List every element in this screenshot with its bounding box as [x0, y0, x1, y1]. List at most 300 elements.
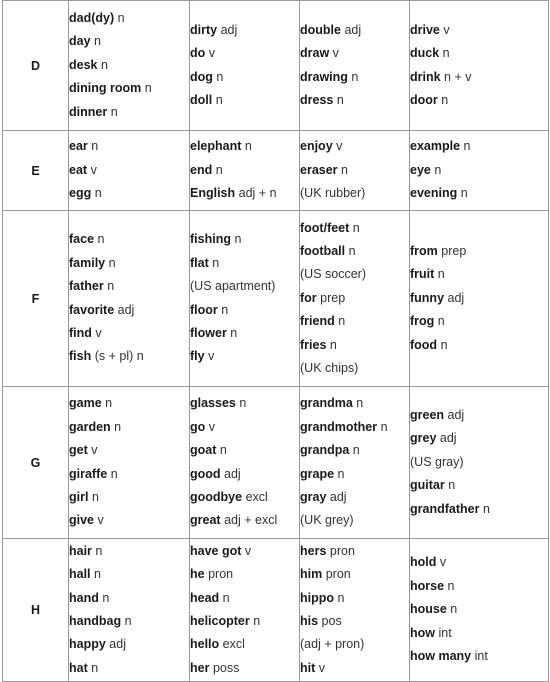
headword: doll	[190, 92, 213, 107]
word-column	[410, 1, 549, 131]
part-of-speech: n	[351, 69, 359, 84]
part-of-speech: n	[100, 57, 108, 72]
word-entry	[69, 77, 189, 100]
headword: from	[410, 243, 438, 258]
part-of-speech: n	[338, 314, 346, 329]
section-letter: H	[3, 539, 69, 682]
headword: goat	[190, 443, 217, 458]
headword: evening	[410, 186, 458, 201]
part-of-speech: n	[239, 396, 247, 411]
headword: eye	[410, 162, 431, 177]
headword: green	[410, 407, 445, 422]
part-of-speech: n	[91, 489, 99, 504]
word-entry	[300, 610, 409, 633]
word-entry	[410, 89, 548, 112]
headword: hit	[300, 660, 316, 675]
word-entry	[300, 587, 409, 610]
part-of-speech: n	[94, 34, 101, 49]
word-column	[410, 539, 549, 682]
word-entry	[69, 463, 189, 486]
variant-note: (UK chips)	[300, 361, 359, 376]
part-of-speech: adj	[117, 302, 135, 317]
headword: give	[69, 513, 95, 528]
word-entry	[69, 182, 189, 205]
word-entry	[410, 404, 548, 427]
part-of-speech: poss	[212, 660, 240, 675]
word-entry	[190, 540, 299, 563]
part-of-speech: n	[482, 501, 490, 516]
headword: hall	[69, 567, 91, 582]
part-of-speech: n	[144, 81, 152, 96]
part-of-speech: n	[114, 419, 122, 434]
part-of-speech: adj	[109, 637, 126, 652]
headword: fly	[190, 349, 205, 364]
part-of-speech: v	[244, 543, 252, 558]
word-entry	[190, 416, 299, 439]
word-entry	[190, 299, 299, 322]
headword: game	[69, 396, 102, 411]
part-of-speech: v	[332, 46, 339, 61]
word-entry	[300, 509, 409, 532]
headword: he	[190, 567, 205, 582]
word-entry	[69, 439, 189, 462]
headword: handbag	[69, 614, 122, 628]
word-entry	[69, 30, 189, 53]
headword: day	[69, 34, 91, 49]
headword: draw	[300, 46, 330, 61]
part-of-speech: prep	[320, 290, 346, 305]
word-entry	[69, 275, 189, 298]
part-of-speech: n	[215, 162, 223, 177]
word-entry	[410, 42, 548, 65]
headword: hold	[410, 555, 437, 570]
word-column	[190, 387, 300, 539]
word-entry	[69, 228, 189, 251]
word-column	[190, 131, 300, 211]
part-of-speech: n	[94, 567, 101, 582]
word-entry	[410, 182, 548, 205]
headword: guitar	[410, 478, 445, 493]
word-entry	[410, 645, 548, 668]
part-of-speech: n	[216, 69, 224, 84]
part-of-speech: n	[244, 139, 252, 154]
part-of-speech: n	[124, 614, 132, 628]
word-entry	[410, 334, 548, 357]
part-of-speech: n	[441, 92, 449, 107]
headword: gray	[300, 489, 327, 504]
part-of-speech: n	[463, 139, 471, 154]
headword: helicopter	[190, 614, 250, 628]
word-entry	[69, 486, 189, 509]
word-entry	[300, 159, 409, 182]
word-entry	[69, 563, 189, 586]
word-column	[300, 211, 410, 387]
word-entry	[190, 587, 299, 610]
word-column	[410, 387, 549, 539]
word-entry	[410, 427, 548, 450]
word-entry	[300, 217, 409, 240]
headword: head	[190, 590, 220, 605]
section-row-g	[3, 387, 549, 539]
headword: girl	[69, 489, 89, 504]
word-entry	[300, 182, 409, 205]
word-entry	[300, 287, 409, 310]
section-row-f	[3, 211, 549, 387]
word-entry	[410, 622, 548, 645]
part-of-speech: (s + pl) n	[94, 349, 144, 364]
headword: football	[300, 243, 346, 258]
variant-note: (US apartment)	[190, 279, 276, 294]
headword: enjoy	[300, 139, 333, 154]
part-of-speech: n	[94, 186, 102, 201]
part-of-speech: v	[97, 513, 104, 528]
headword: his	[300, 614, 319, 628]
part-of-speech: v	[439, 555, 447, 570]
word-entry	[190, 182, 299, 205]
word-entry	[410, 551, 548, 574]
word-column	[69, 387, 190, 539]
word-entry	[190, 228, 299, 251]
headword: garden	[69, 419, 111, 434]
part-of-speech: adj	[344, 22, 362, 37]
word-column	[190, 211, 300, 387]
variant-note: (US gray)	[410, 454, 464, 469]
headword: floor	[190, 302, 218, 317]
section-letter: G	[3, 387, 69, 539]
variant-note: (UK rubber)	[300, 186, 366, 201]
word-column	[300, 387, 410, 539]
word-entry	[190, 19, 299, 42]
headword: drive	[410, 22, 440, 37]
headword: favorite	[69, 302, 115, 317]
part-of-speech: n	[352, 443, 360, 458]
part-of-speech: n	[97, 232, 105, 247]
part-of-speech: v	[91, 443, 98, 458]
headword: hers	[300, 543, 327, 558]
word-entry	[190, 633, 299, 656]
part-of-speech: v	[443, 22, 450, 37]
part-of-speech: adj + n	[238, 186, 277, 201]
part-of-speech: n	[108, 255, 116, 270]
word-entry	[69, 54, 189, 77]
part-of-speech: n	[110, 466, 118, 481]
part-of-speech: n	[107, 279, 115, 294]
word-entry	[69, 540, 189, 563]
part-of-speech: n	[356, 396, 364, 411]
headword: great	[190, 513, 221, 528]
word-entry	[300, 657, 409, 680]
headword: grandmother	[300, 419, 378, 434]
part-of-speech: pron	[208, 567, 234, 582]
word-entry	[190, 563, 299, 586]
section-row-d	[3, 1, 549, 131]
part-of-speech: n	[95, 543, 103, 558]
word-entry	[69, 135, 189, 158]
part-of-speech: excl	[222, 637, 245, 652]
part-of-speech: n	[448, 478, 456, 493]
word-entry	[300, 310, 409, 333]
headword: end	[190, 162, 213, 177]
headword: dirty	[190, 22, 218, 37]
word-entry	[190, 159, 299, 182]
word-entry	[69, 322, 189, 345]
word-entry	[69, 7, 189, 30]
headword: fruit	[410, 267, 435, 282]
part-of-speech: n	[337, 590, 345, 605]
word-entry	[190, 657, 299, 680]
word-entry	[410, 287, 548, 310]
word-entry	[300, 540, 409, 563]
part-of-speech: n	[336, 92, 344, 107]
word-entry	[300, 486, 409, 509]
part-of-speech: pron	[325, 567, 351, 582]
part-of-speech: n	[91, 660, 99, 675]
word-column	[69, 131, 190, 211]
word-column	[300, 1, 410, 131]
part-of-speech: v	[318, 660, 326, 675]
headword: dinner	[69, 104, 108, 119]
headword: father	[69, 279, 104, 294]
word-column	[69, 539, 190, 682]
word-entry	[190, 610, 299, 633]
word-entry	[410, 474, 548, 497]
headword: hand	[69, 590, 99, 605]
headword: fishing	[190, 232, 231, 247]
headword: drink	[410, 69, 441, 84]
part-of-speech: n	[253, 614, 261, 628]
section-letter: E	[3, 131, 69, 211]
word-entry	[190, 42, 299, 65]
headword: how	[410, 625, 435, 640]
part-of-speech: n	[110, 104, 118, 119]
part-of-speech: n	[380, 419, 388, 434]
word-entry	[410, 310, 548, 333]
part-of-speech: n	[341, 162, 348, 177]
part-of-speech: v	[208, 46, 216, 61]
part-of-speech: v	[95, 325, 102, 340]
headword: get	[69, 443, 88, 458]
word-entry	[300, 334, 409, 357]
word-column	[69, 1, 190, 131]
part-of-speech: v	[336, 139, 343, 154]
part-of-speech: n	[434, 162, 442, 177]
part-of-speech: n	[215, 92, 223, 107]
word-column	[300, 131, 410, 211]
headword: flat	[190, 255, 209, 270]
word-entry	[69, 345, 189, 368]
word-entry	[300, 633, 409, 656]
part-of-speech: n	[437, 267, 445, 282]
part-of-speech: excl	[245, 489, 268, 504]
headword: face	[69, 232, 95, 247]
headword: ear	[69, 139, 88, 154]
headword: friend	[300, 314, 335, 329]
headword: food	[410, 337, 438, 352]
word-entry	[190, 345, 299, 368]
headword: flower	[190, 325, 227, 340]
part-of-speech: prep	[441, 243, 467, 258]
word-entry	[190, 89, 299, 112]
part-of-speech: n	[442, 46, 450, 61]
headword: have got	[190, 543, 242, 558]
word-entry	[300, 416, 409, 439]
headword: frog	[410, 314, 435, 329]
headword: elephant	[190, 139, 242, 154]
headword: dining room	[69, 81, 142, 96]
word-entry	[410, 598, 548, 621]
word-entry	[300, 42, 409, 65]
word-entry	[190, 486, 299, 509]
headword: foot/feet	[300, 220, 350, 235]
headword: house	[410, 602, 447, 617]
part-of-speech: n	[91, 139, 99, 154]
part-of-speech: adj	[439, 431, 457, 446]
word-entry	[410, 240, 548, 263]
part-of-speech: n	[222, 590, 230, 605]
part-of-speech: int	[438, 625, 452, 640]
word-column	[69, 211, 190, 387]
headword: desk	[69, 57, 98, 72]
part-of-speech: v	[208, 419, 216, 434]
word-entry	[300, 66, 409, 89]
part-of-speech: n	[352, 220, 360, 235]
part-of-speech: adj	[220, 22, 238, 37]
word-entry	[410, 451, 548, 474]
headword: glasses	[190, 396, 236, 411]
headword: grape	[300, 466, 335, 481]
part-of-speech: n	[221, 302, 229, 317]
part-of-speech: n	[337, 466, 345, 481]
word-entry	[190, 135, 299, 158]
word-entry	[300, 19, 409, 42]
part-of-speech: n	[219, 443, 227, 458]
word-entry	[410, 135, 548, 158]
part-of-speech: adj	[329, 489, 347, 504]
word-entry	[69, 509, 189, 532]
word-entry	[190, 66, 299, 89]
word-entry	[190, 392, 299, 415]
headword: good	[190, 466, 221, 481]
part-of-speech: n	[234, 232, 242, 247]
part-of-speech: n	[450, 602, 458, 617]
headword: grandpa	[300, 443, 350, 458]
word-entry	[190, 322, 299, 345]
headword: dad(dy)	[69, 10, 115, 25]
headword: hello	[190, 637, 220, 652]
part-of-speech: n + v	[444, 69, 472, 84]
part-of-speech: n	[348, 243, 356, 258]
part-of-speech: pos	[321, 614, 342, 628]
headword: goodbye	[190, 489, 243, 504]
word-column	[300, 539, 410, 682]
part-of-speech: adj	[447, 407, 465, 422]
part-of-speech: n	[230, 325, 238, 340]
part-of-speech: n	[105, 396, 113, 411]
headword: egg	[69, 186, 92, 201]
word-entry	[69, 392, 189, 415]
word-entry	[190, 252, 299, 275]
word-entry	[300, 392, 409, 415]
headword: dog	[190, 69, 213, 84]
word-entry	[69, 299, 189, 322]
word-column	[190, 1, 300, 131]
word-entry	[69, 416, 189, 439]
headword: hair	[69, 543, 92, 558]
word-entry	[410, 66, 548, 89]
word-entry	[69, 657, 189, 680]
headword: horse	[410, 578, 445, 593]
headword: dress	[300, 92, 334, 107]
vocabulary-table	[2, 0, 549, 682]
word-entry	[410, 19, 548, 42]
part-of-speech: adj + excl	[224, 513, 278, 528]
word-entry	[190, 439, 299, 462]
variant-note: (adj + pron)	[300, 637, 365, 652]
headword: him	[300, 567, 323, 582]
section-row-h	[3, 539, 549, 682]
headword: duck	[410, 46, 440, 61]
headword: do	[190, 46, 206, 61]
word-entry	[69, 610, 189, 633]
part-of-speech: n	[460, 186, 468, 201]
part-of-speech: n	[447, 578, 455, 593]
variant-note: (US soccer)	[300, 267, 366, 282]
word-entry	[410, 263, 548, 286]
part-of-speech: n	[102, 590, 110, 605]
word-entry	[300, 463, 409, 486]
part-of-speech: int	[474, 649, 488, 664]
word-column	[410, 131, 549, 211]
section-letter: F	[3, 211, 69, 387]
headword: how many	[410, 649, 472, 664]
headword: example	[410, 139, 461, 154]
word-entry	[300, 89, 409, 112]
word-entry	[69, 252, 189, 275]
part-of-speech: n	[440, 337, 448, 352]
word-entry	[300, 135, 409, 158]
headword: go	[190, 419, 206, 434]
headword: for	[300, 290, 317, 305]
headword: find	[69, 325, 92, 340]
headword: funny	[410, 290, 445, 305]
word-entry	[190, 509, 299, 532]
word-entry	[190, 463, 299, 486]
part-of-speech: adj	[224, 466, 241, 481]
word-entry	[300, 439, 409, 462]
word-entry	[300, 357, 409, 380]
word-entry	[300, 263, 409, 286]
word-entry	[300, 563, 409, 586]
word-entry	[410, 498, 548, 521]
headword: drawing	[300, 69, 348, 84]
headword: hat	[69, 660, 88, 675]
part-of-speech: v	[208, 349, 215, 364]
word-entry	[69, 633, 189, 656]
headword: family	[69, 255, 106, 270]
part-of-speech: n	[212, 255, 220, 270]
word-entry	[410, 575, 548, 598]
section-letter: D	[3, 1, 69, 131]
part-of-speech: n	[437, 314, 445, 329]
word-entry	[69, 101, 189, 124]
section-row-e	[3, 131, 549, 211]
part-of-speech: adj	[447, 290, 465, 305]
headword: fish	[69, 349, 92, 364]
word-column	[190, 539, 300, 682]
part-of-speech: v	[90, 162, 97, 177]
part-of-speech: pron	[329, 543, 355, 558]
variant-note: (UK grey)	[300, 513, 354, 528]
